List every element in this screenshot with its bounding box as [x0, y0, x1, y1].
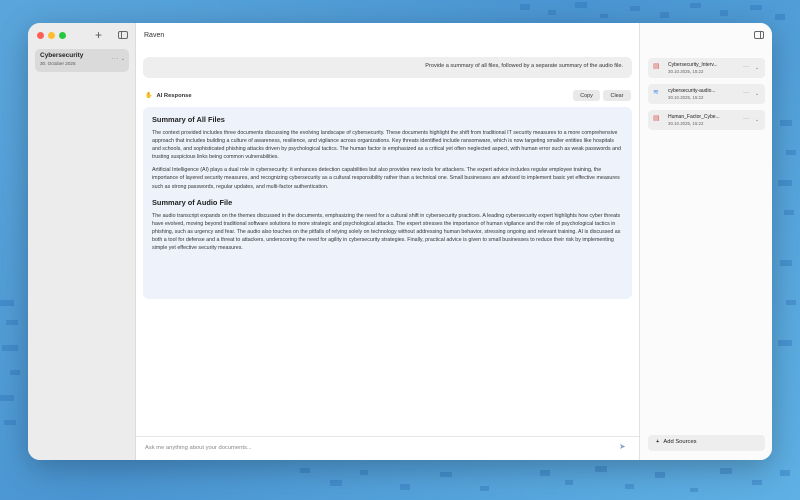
background-tile [780, 260, 792, 266]
add-sources-button[interactable] [648, 435, 765, 451]
ai-response-label [145, 92, 192, 99]
background-tile [360, 470, 368, 475]
plus-icon: + [656, 439, 660, 445]
chat-date: 30. October 2025 [40, 61, 76, 66]
background-tile [690, 3, 701, 8]
chevron-down-icon[interactable]: ⌄ [120, 56, 125, 62]
sidebar-toggle-icon[interactable] [118, 31, 128, 39]
input-bar [136, 436, 639, 460]
background-tile [690, 488, 698, 492]
more-options-icon[interactable]: ··· [743, 116, 749, 122]
background-tile [780, 120, 792, 126]
source-name: Cybersecurity_Interv... [668, 62, 718, 68]
background-tile [540, 470, 550, 476]
question-input[interactable] [145, 441, 605, 455]
chevron-down-icon[interactable]: ⌄ [755, 65, 760, 71]
app-window [28, 23, 772, 460]
response-paragraph: Artificial Intelligence (AI) plays a dual role in cybersecurity: it enhances detection capabilities but also provides new tools for attackers. The expert advice includes regular employee training, the importance of layered security measures, and recognizing cybersecurity as a cultural responsibility rather than a technical one. Small businesses are advised to implement basic yet effective measures such as strong passwords, regular updates, and multi-factor authentication. [152, 167, 620, 190]
plus-icon[interactable]: + [95, 28, 103, 42]
background-tile [784, 210, 794, 215]
background-tile [600, 14, 608, 18]
more-options-icon[interactable]: ··· [743, 64, 749, 70]
audio-waveform-icon: ≋ [653, 89, 659, 96]
minimize-window-button[interactable] [48, 32, 55, 39]
background-tile [10, 370, 20, 375]
background-tile [400, 484, 410, 490]
background-tile [0, 300, 14, 306]
background-tile [480, 486, 489, 491]
pdf-file-icon: ▤ [653, 63, 660, 70]
hand-icon: ✋ [145, 93, 153, 99]
background-tile [778, 340, 792, 346]
copy-button[interactable]: Copy [573, 90, 600, 101]
background-tile [595, 466, 607, 472]
background-tile [575, 2, 587, 8]
background-tile [775, 14, 785, 20]
background-tile [0, 395, 14, 401]
background-tile [6, 320, 18, 325]
close-window-button[interactable] [37, 32, 44, 39]
sources-panel [639, 23, 772, 460]
chat-item-cybersecurity[interactable] [35, 49, 129, 72]
background-tile [752, 480, 762, 485]
source-name: cybersecurity-audio... [668, 88, 716, 94]
zoom-window-button[interactable] [59, 32, 66, 39]
response-paragraph: The audio transcript expands on the themes discussed in the documents, emphasizing the need for a cultural shift in cybersecurity practices. A leading cybersecurity expert highlights how cyber threats have evolved, moving beyond traditional software solutions to more strategic and psychological attacks. The expert stresses the importance of human vigilance and the role of psychological tactics in phishing, such as urgency and fear. The audio also touches on the pitfalls of relying solely on technology without addressing human behavior, stressing ongoing and relevant training. AI is discussed as both a tool for defense and a threat to attackers, underscoring the need for agility in cybersecurity strategies. Finally, practical advice is given to small businesses to reduce their risk by implementing simple yet effective security measures. [152, 212, 621, 252]
main-panel [136, 23, 639, 460]
background-tile [2, 345, 18, 351]
chevron-down-icon[interactable]: ⌄ [755, 117, 760, 123]
more-options-icon[interactable]: ··· [743, 90, 749, 96]
source-item[interactable] [648, 110, 765, 130]
response-heading: Summary of Audio File [152, 197, 233, 207]
pdf-file-icon: ▤ [653, 115, 660, 122]
background-tile [300, 468, 310, 473]
background-tile [786, 300, 796, 305]
background-tile [786, 150, 796, 155]
chat-title: Cybersecurity [40, 52, 84, 59]
source-date: 30.10.2025, 15:22 [668, 69, 704, 74]
more-options-icon[interactable]: ··· [111, 56, 119, 62]
response-heading: Summary of All Files [152, 115, 225, 124]
background-tile [565, 480, 573, 485]
background-tile [440, 472, 452, 477]
add-sources-label: Add Sources [663, 439, 697, 445]
panel-toggle-icon[interactable] [754, 31, 764, 39]
background-tile [780, 470, 790, 476]
app-title: Raven [144, 32, 165, 39]
background-tile [4, 420, 16, 425]
background-tile [750, 5, 762, 10]
background-tile [330, 480, 342, 486]
source-name: Human_Factor_Cybe... [668, 114, 720, 120]
background-tile [778, 180, 792, 186]
ai-response-text: AI Response [156, 92, 192, 99]
response-paragraph: The context provided includes three documents discussing the evolving landscape of cybersecurity. These documents highlight the shift from traditional IT security measures to a more comprehensive approach that includes building a culture of awareness, resilience, and vigilance across organizations. Key threats identified include ransomware, which is now targeting smaller entities like hospitals and schools, and sophisticated phishing attacks driven by psychological tactics. The human factor is emphasized as a critical yet often neglected aspect, with human error such as weak passwords and trusting suspicious links being common vulnerabilities. [152, 130, 621, 161]
background-tile [655, 472, 665, 478]
window-controls [37, 32, 66, 39]
source-date: 30.10.2025, 15:22 [668, 95, 704, 100]
background-tile [660, 12, 669, 18]
background-tile [630, 6, 640, 11]
background-tile [720, 10, 728, 16]
ai-response-body [143, 107, 632, 299]
chevron-down-icon[interactable]: ⌄ [755, 91, 760, 97]
sidebar [28, 23, 136, 460]
background-tile [548, 10, 556, 15]
background-tile [520, 4, 530, 10]
source-item[interactable] [648, 58, 765, 78]
background-tile [625, 484, 634, 489]
user-message: Provide a summary of all files, followed by a separate summary of the audio file. [143, 57, 632, 78]
source-item[interactable] [648, 84, 765, 104]
source-date: 30.10.2025, 15:22 [668, 121, 704, 126]
send-icon[interactable]: ➤ [619, 442, 626, 451]
clear-button[interactable]: Clear [603, 90, 631, 101]
background-tile [720, 468, 732, 474]
